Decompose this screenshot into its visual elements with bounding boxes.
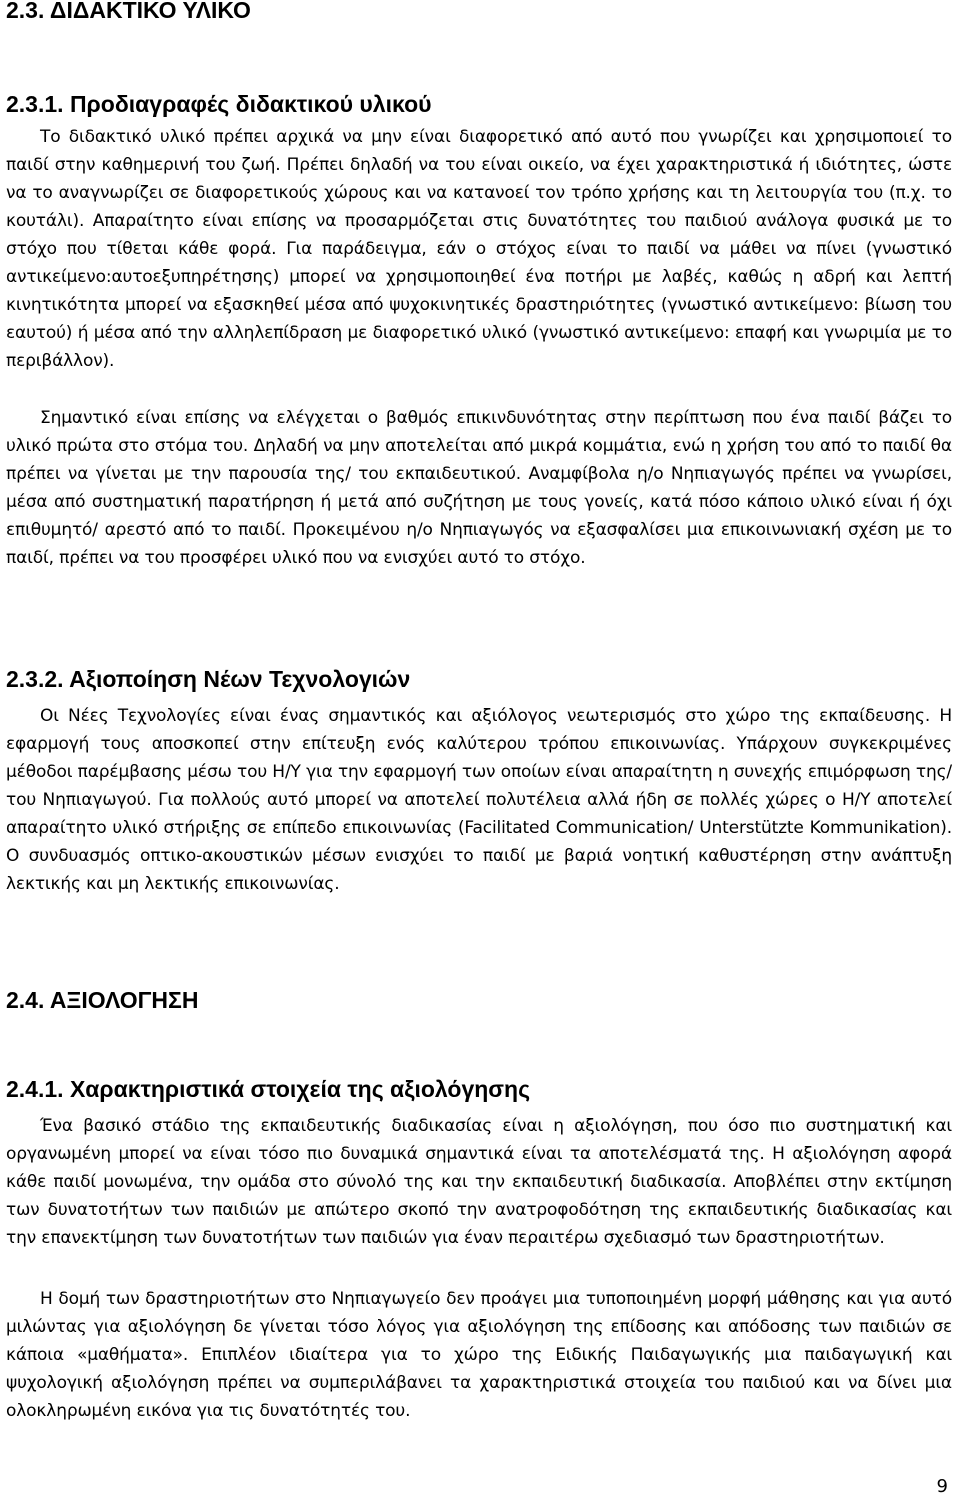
section-heading-2-3-2 <box>6 665 952 693</box>
paragraph: Ένα βασικό στάδιο της εκπαιδευτικής διαδικασίας είναι η αξιολόγηση, που όσο πιο συστηματική και οργανωμένη μπορεί να είναι τόσο πιο δυναμικά σημαντικά είναι τα αποτελέσματά της. Η αξιολόγηση αφορά κάθε παιδί μονωμένα, την ομάδα στο σύνολό της και την εκπαιδευτική διαδικασία. Αποβλέπει στην εκτίμηση των δυνατοτήτων των παιδιών με απώτερο σκοπό την ανατροφοδότηση της εκπαιδευτικής διαδικασίας και την επανεκτίμηση των δυνατοτήτων των παιδιών για έναν περαιτέρω σχεδιασμό των δραστηριοτήτων. <box>6 1116 952 1248</box>
section-heading-2-4 <box>6 986 952 1014</box>
paragraph: Το διδακτικό υλικό πρέπει αρχικά να μην είναι διαφορετικό από αυτό που γνωρίζει και χρησιμοποιεί το παιδί στην καθημερινή του ζωή. Πρέπει δηλαδή να του είναι οικείο, να έχει χαρακτηριστικά ή ιδιότητες, ώστε να το αναγνωρίζει σε διαφορετικούς χώρους και να κατανοεί τον τρόπο χρήσης και τη λειτουργία του (π.χ. το κουτάλι). Απαραίτητο είναι επίσης να προσαρμόζεται στις δυνατότητες του παιδιού ανάλογα φυσικά με το στόχο που τίθεται κάθε φορά. Για παράδειγμα, εάν ο στόχος είναι το παιδί να μάθει να πίνει (γνωστικό αντικείμενο:αυτοεξυπηρέτησης) μπορεί να χρησιμοποιηθεί ένα ποτήρι με λαβές, καθώς η αδρή και λεπτή κινητικότητα μπορεί να εξασκηθεί μέσα από ψυχοκινητικές δραστηριότητες (γνωστικό αντικείμενο: βίωση του εαυτού) ή μέσα από την αλληλεπίδραση με διαφορετικό υλικό (γνωστικό αντικείμενο: επαφή και γνωριμία με το περιβάλλον). <box>6 127 952 371</box>
heading-title: ΑΞΙΟΛΟΓΗΣΗ <box>49 987 199 1013</box>
heading-number: 2.3. <box>6 0 45 23</box>
heading-title: Προδιαγραφές διδακτικού υλικού <box>69 91 432 117</box>
paragraph: Οι Νέες Τεχνολογίες είναι ένας σημαντικός και αξιόλογος νεωτερισμός στο χώρο της εκπαίδευσης. Η εφαρμογή τους αποσκοπεί στην επίτευξη ενός καλύτερου τρόπου επικοινωνίας. Υπάρχουν συγκεκριμένες μέθοδοι παρέμβασης μέσω του Η/Υ για την εφαρμογή των οποίων είναι απαραίτητη η συνεχής επιμόρφωση της/ του Νηπιαγωγού. Για πολλούς αυτό μπορεί να αποτελεί πολυτέλεια αλλά ήδη σε πολλές χώρες ο Η/Υ αποτελεί απαραίτητο υλικό στήριξης σε επίπεδο επικοινωνίας (Facilitated Communication/ Unterstützte Kommunikation). Ο συνδυασμός οπτικο-ακουστικών μέσων ενισχύει το παιδί με βαριά νοητική καθυστέρηση στην ανάπτυξη λεκτικής και μη λεκτικής επικοινωνίας. <box>6 706 952 894</box>
section-heading-2-3-1 <box>6 90 952 118</box>
heading-number: 2.3.1. <box>6 91 64 117</box>
heading-number: 2.3.2. <box>6 666 64 692</box>
paragraph: Σημαντικό είναι επίσης να ελέγχεται ο βαθμός επικινδυνότητας στην περίπτωση που ένα παιδί βάζει το υλικό πρώτα στο στόμα του. Δηλαδή να μην αποτελείται από μικρά κομμάτια, ενώ η χρήση του από το παιδί θα πρέπει να γίνεται με την παρουσία της/ του εκπαιδευτικού. Αναμφίβολα η/ο Νηπιαγωγός πρέπει να γνωρίσει, μέσα από συστηματική παρατήρηση ή μετά από συζήτηση με τους γονείς, κατά πόσο κάποιο υλικό είναι ή όχι επιθυμητό/ αρεστό από το παιδί. Προκειμένου η/ο Νηπιαγωγός να εξασφαλίσει μια επικοινωνιακή σχέση με το παιδί, πρέπει να του προσφέρει υλικό που να ενισχύει αυτό το στόχο. <box>6 408 952 568</box>
heading-title: ΔΙΔΑΚΤΙΚΟ ΥΛΙΚΟ <box>49 0 251 23</box>
section-heading-2-3 <box>6 0 952 24</box>
heading-number: 2.4. <box>6 987 45 1013</box>
section-heading-2-4-1 <box>6 1075 952 1103</box>
paragraph: Η δομή των δραστηριοτήτων στο Νηπιαγωγείο δεν προάγει μια τυποποιημένη μορφή μάθησης και για αυτό μιλώντας για αξιολόγηση δε γίνεται τόσο λόγος για αξιολόγηση της επίδοσης και απόδοσης των παιδιών σε κάποια «μαθήματα». Επιπλέον ιδιαίτερα για το χώρο της Ειδικής Παιδαγωγικής μια παιδαγωγική και ψυχολογική αξιολόγηση πρέπει να συμπεριλάβανει τα χαρακτηριστικά στοιχεία του παιδιού και να δίνει μια ολοκληρωμένη εικόνα για τις δυνατότητές του. <box>6 1289 952 1421</box>
heading-title: Αξιοποίηση Νέων Τεχνολογιών <box>69 666 411 692</box>
heading-number: 2.4.1. <box>6 1076 64 1102</box>
heading-title: Χαρακτηριστικά στοιχεία της αξιολόγησης <box>69 1076 531 1102</box>
page-number: 9 <box>936 1476 948 1497</box>
